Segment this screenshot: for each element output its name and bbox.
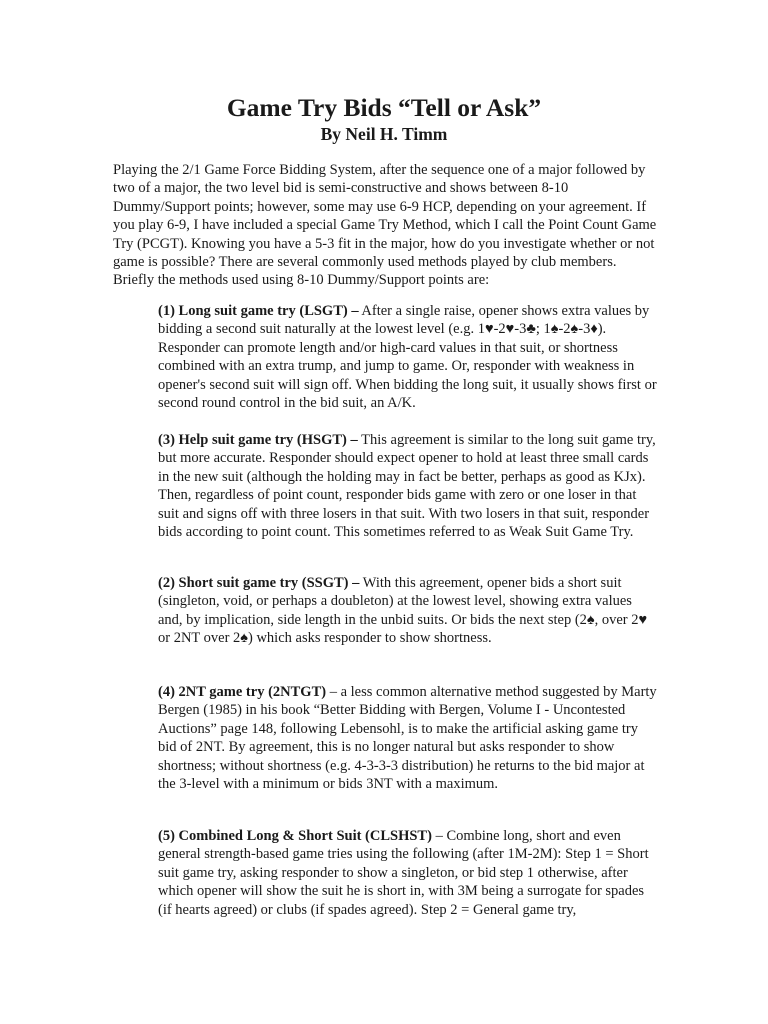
method-long-suit-game-try — [158, 302, 658, 412]
author-byline: By Neil H. Timm — [320, 124, 448, 144]
method-body: After a single raise, opener shows extra values by bidding a second suit naturally at the lowest level (e.g. 1♥-2♥-3♣; 1♠-2♠-3♦). Responder can promote length and/or high-card values in that suit, or shortness combined with an extra trump, and jump to game. Or, responder with weakness in opener's second suit will sign off. When bidding the long suit, it usually shows first or second round control in the bid suit, an A/K. — [158, 303, 657, 412]
method-heading: (5) Combined Long & Short Suit (CLSHST) — [158, 828, 432, 844]
method-heading: (2) Short suit game try (SSGT) – — [158, 575, 360, 591]
method-heading: (3) Help suit game try (HSGT) – — [158, 432, 358, 448]
method-heading: (1) Long suit game try (LSGT) – — [158, 303, 359, 319]
method-help-suit-game-try — [158, 431, 658, 541]
document-title: Game Try Bids “Tell or Ask” — [226, 93, 542, 122]
method-body: – a less common alternative method suggested by Marty Bergen (1985) in his book “Better Bidding with Bergen, Volume I - Uncontested Auctions” page 148, following Lebensohl, is to make the artificial asking game try bid of 2NT. By agreement, this is no longer natural but asks responder to show shortness; without shortness (e.g. 4-3-3-3 distribution) he returns to the bid major at the 3-level with a minimum or bids 3NT with a maximum. — [158, 684, 657, 793]
method-heading: (4) 2NT game try (2NTGT) — [158, 684, 327, 700]
method-2nt-game-try — [158, 683, 658, 793]
intro-paragraph: Playing the 2/1 Game Force Bidding System, after the sequence one of a major followed by two of a major, the two level bid is semi-constructive and shows between 8-10 Dummy/Support points; however, some may use 6-9 HCP, depending on your agreement. If you play 6-9, I have included a special Game Try Method, which I call the Point Count Game Try (PCGT). Knowing you have a 5-3 fit in the major, how do you investigate whether or not game is possible? There are several commonly used methods played by club members. Briefly the methods used using 8-10 Dummy/Support points are: — [113, 162, 657, 289]
method-body: This agreement is similar to the long suit game try, but more accurate. Responder should expect opener to hold at least three small cards in the new suit (although the holding may in fact be better, perhaps as good as KJx). Then, regardless of point count, responder bids game with zero or one loser in that suit and signs off with three losers in that suit. With two losers in that suit, responder bids according to point count. This sometimes referred to as Weak Suit Game Try. — [158, 432, 656, 541]
method-short-suit-game-try — [158, 574, 658, 648]
method-combined-long-short-suit — [158, 827, 658, 919]
method-body: – Combine long, short and even general strength-based game tries using the following (after 1M-2M): Step 1 = Short suit game try, asking responder to show a singleton, or bid step 1 otherwise, after which opener will show the suit he is short in, with 3M being a surrogate for spades (if hearts agreed) or clubs (if spades agreed). Step 2 = General game try, — [158, 828, 649, 918]
method-body: With this agreement, opener bids a short suit (singleton, void, or perhaps a doubleton) at the lowest level, showing extra values and, by implication, side length in the unbid suits. Or bids the next step (2♠, over 2♥ or 2NT over 2♠) which asks responder to show shortness. — [158, 575, 648, 647]
